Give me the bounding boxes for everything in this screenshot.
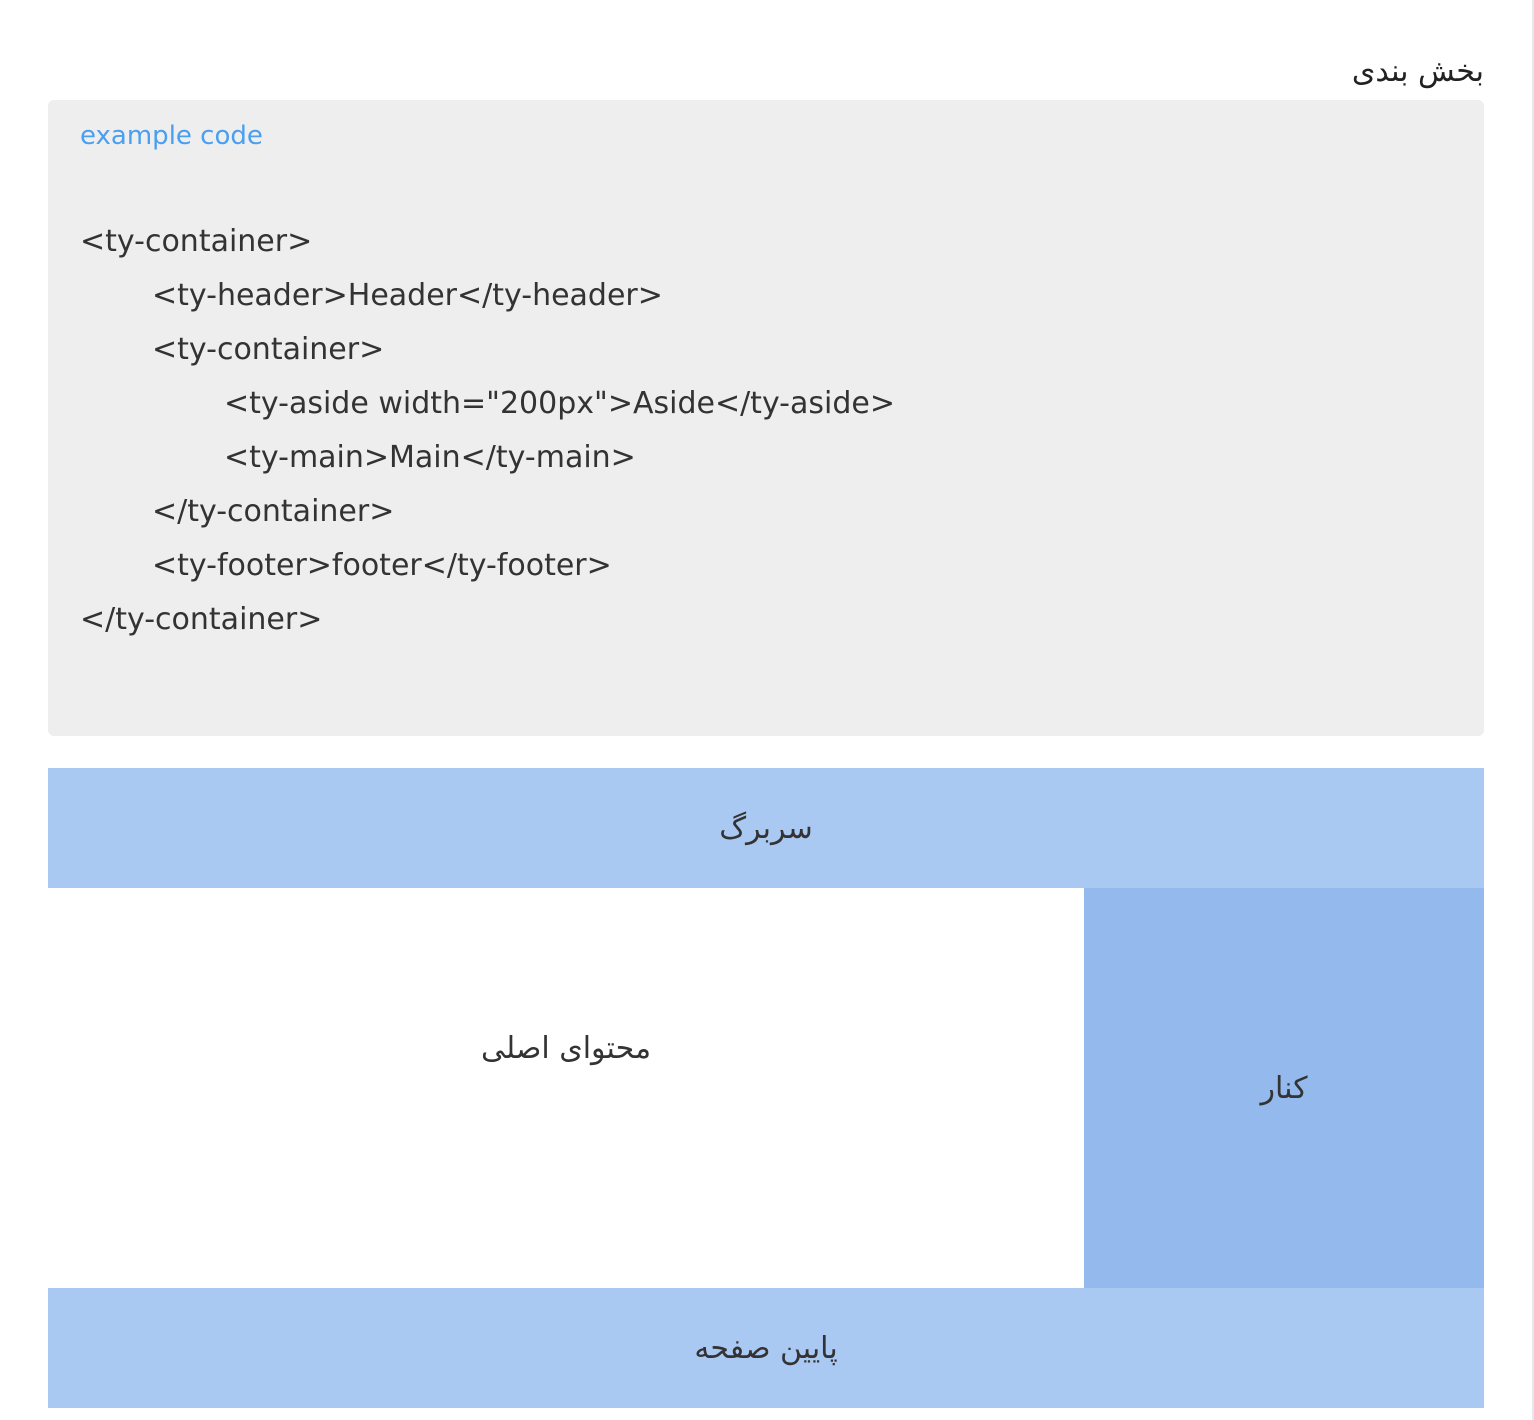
- code-lines: [80, 215, 895, 647]
- demo-main: [48, 888, 1084, 1208]
- code-line: <ty-aside width="200px">Aside</ty-aside>: [224, 386, 895, 421]
- demo-main-label: محتوای اصلی: [480, 1030, 652, 1066]
- code-line: <ty-main>Main</ty-main>: [224, 440, 636, 475]
- demo-footer-label: پایین صفحه: [694, 1330, 838, 1366]
- code-line: </ty-container>: [152, 494, 395, 529]
- code-line: </ty-container>: [80, 602, 323, 637]
- demo-aside: [1084, 888, 1484, 1288]
- code-line: <ty-container>: [80, 224, 313, 259]
- code-line: <ty-container>: [152, 332, 385, 367]
- code-example-panel: [48, 100, 1484, 736]
- layout-demo: [48, 768, 1484, 1420]
- code-label: example code: [80, 121, 263, 151]
- demo-aside-label: کنار: [1260, 1070, 1308, 1106]
- demo-header: [48, 768, 1484, 888]
- code-line: <ty-footer>footer</ty-footer>: [152, 548, 612, 583]
- section-title: بخش بندی: [1351, 54, 1484, 89]
- demo-header-label: سربرگ: [719, 810, 813, 846]
- code-line: <ty-header>Header</ty-header>: [152, 278, 663, 313]
- demo-footer: [48, 1288, 1484, 1408]
